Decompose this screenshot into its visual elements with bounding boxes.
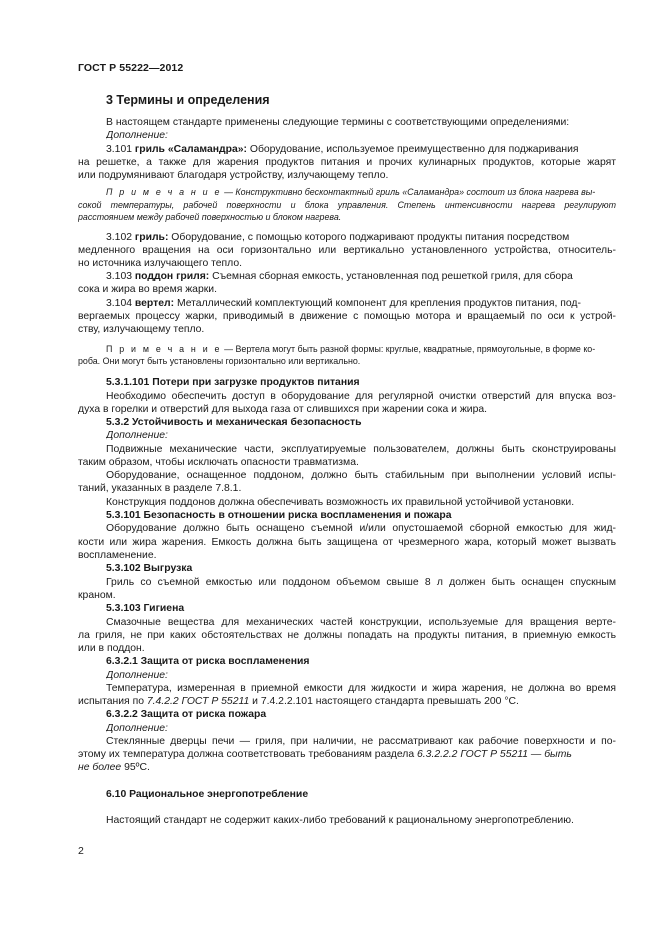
- paragraph-line: духа в горелки и отверстий для выхода газа от слившихся при жарении сока и жира.: [78, 404, 488, 415]
- term-3-103: 3.103 поддон гриля: Съемная сборная емкость, установленная под решеткой гриля, для сбора: [106, 271, 573, 282]
- addition-label: Дополнение:: [106, 723, 168, 734]
- term-3-101: 3.101 гриль «Саламандра»: Оборудование, используемое преимущественно для поджаривания: [106, 144, 579, 155]
- section-title: 3 Термины и определения: [106, 93, 270, 107]
- paragraph-line: ству, излучающему тепло.: [78, 324, 205, 335]
- paragraph-line: краном.: [78, 590, 116, 601]
- subsection-heading: 5.3.103 Гигиена: [106, 603, 185, 614]
- paragraph-line: ла гриля, не при каких обстоятельствах не должны попадать на продукты питания, в приемную емкость: [78, 630, 616, 641]
- paragraph-line: Смазочные вещества для механических частей конструкции, используемые для вращения верте-: [106, 617, 616, 628]
- paragraph-line: сока и жира во время жарки.: [78, 284, 217, 295]
- note-line: роба. Они могут быть установлены горизонтально или вертикально.: [78, 356, 361, 366]
- term-3-102: 3.102 гриль: Оборудование, с помощью которого поджаривают продукты питания посредством: [106, 232, 570, 243]
- paragraph-line: но источника излучающего тепло.: [78, 258, 243, 269]
- paragraph-line: таний, указанных в разделе 7.8.1.: [78, 483, 242, 494]
- note-2: П р и м е ч а н и е — Вертела могут быть разной формы: круглые, квадратные, прямоугольные, в форме ко-: [106, 344, 596, 354]
- paragraph-line: Температура, измеренная в приемной емкости для жидкости и жира жарения, не должна во время: [106, 683, 616, 694]
- addition-label: Дополнение:: [106, 130, 168, 141]
- note-line: сокой температуры, рабочей поверхности и блока управления. Степень интенсивности нагрева регулируют: [78, 200, 616, 210]
- page-number: 2: [78, 845, 84, 857]
- paragraph-line: испытания по 7.4.2.2 ГОСТ Р 55211 и 7.4.2.2.101 настоящего стандарта превышать 200 °С.: [78, 696, 519, 707]
- paragraph-line: Оборудование, оснащенное поддоном, должно быть стабильным при выполнении условий испы-: [106, 470, 616, 481]
- paragraph-line: Необходимо обеспечить доступ в оборудование для регулярной очистки отверстий для впуска воз-: [106, 391, 616, 402]
- paragraph-line: медленного вращения на оси горизонтально или вертикально установленного устройства, относитель-: [78, 245, 616, 256]
- paragraph-line: Гриль со съемной емкостью или поддоном объемом свыше 8 л должен быть оснащен спускным: [106, 577, 616, 588]
- paragraph-line: Настоящий стандарт не содержит каких-либо требований к рациональному энергопотреблению.: [106, 815, 574, 826]
- paragraph-line: этому их температура должна соответствовать требованиям раздела 6.3.2.2.2 ГОСТ Р 55211 — быть: [78, 749, 572, 760]
- term-3-104: 3.104 вертел: Металлический комплектующий компонент для крепления продуктов питания, под-: [106, 298, 581, 309]
- note-1: П р и м е ч а н и е — Конструктивно бесконтактный гриль «Саламандра» состоит из блока нагрева вы-: [106, 187, 596, 197]
- paragraph-line: Оборудование должно быть оснащено съемной и/или опустошаемой сборной емкостью для жид-: [106, 523, 616, 534]
- paragraph-line: на решетке, а также для жарения продуктов питания и прочих кулинарных продуктов, которые жарят: [78, 157, 616, 168]
- subsection-heading: 5.3.2 Устойчивость и механическая безопасность: [106, 417, 362, 428]
- subsection-heading: 6.3.2.2 Защита от риска пожара: [106, 709, 267, 720]
- subsection-heading: 6.3.2.1 Защита от риска воспламенения: [106, 656, 310, 667]
- subsection-heading: 5.3.1.101 Потери при загрузке продуктов питания: [106, 377, 360, 388]
- paragraph-line: воспламенение.: [78, 550, 157, 561]
- subsection-heading: 5.3.101 Безопасность в отношении риска воспламенения и пожара: [106, 510, 452, 521]
- paragraph-line: В настоящем стандарте применены следующие термины с соответствующими определениями:: [106, 117, 570, 128]
- paragraph-line: Подвижные механические части, эксплуатируемые пользователем, должны быть сконструированы: [106, 444, 616, 455]
- paragraph-line: кости или жира жарения. Емкость должна быть защищена от чрезмерного жара, который может вызвать: [78, 537, 616, 548]
- document-header: ГОСТ Р 55222—2012: [78, 62, 184, 74]
- paragraph-line: Стеклянные дверцы печи — гриля, при наличии, не рассматривают как рабочие поверхности и по-: [106, 736, 616, 747]
- paragraph-line: или в поддон.: [78, 643, 145, 654]
- note-line: расстоянием между рабочей поверхностью и блоком нагрева.: [78, 212, 342, 222]
- subsection-heading: 5.3.102 Выгрузка: [106, 563, 193, 574]
- paragraph-line: не более 95ºС.: [78, 762, 150, 773]
- paragraph-line: таким образом, чтобы исключать опасности травматизма.: [78, 457, 359, 468]
- addition-label: Дополнение:: [106, 430, 168, 441]
- paragraph-line: Конструкция поддонов должна обеспечивать возможность их правильной устойчивой установки.: [106, 497, 575, 508]
- subsection-heading: 6.10 Рациональное энергопотребление: [106, 789, 309, 800]
- paragraph-line: вергаемых процессу жарки, приводимый в движение с помощью мотора и вращаемый по оси к устрой-: [78, 311, 616, 322]
- paragraph-line: или подрумянивают благодаря устройству, излучающему тепло.: [78, 170, 389, 181]
- addition-label: Дополнение:: [106, 670, 168, 681]
